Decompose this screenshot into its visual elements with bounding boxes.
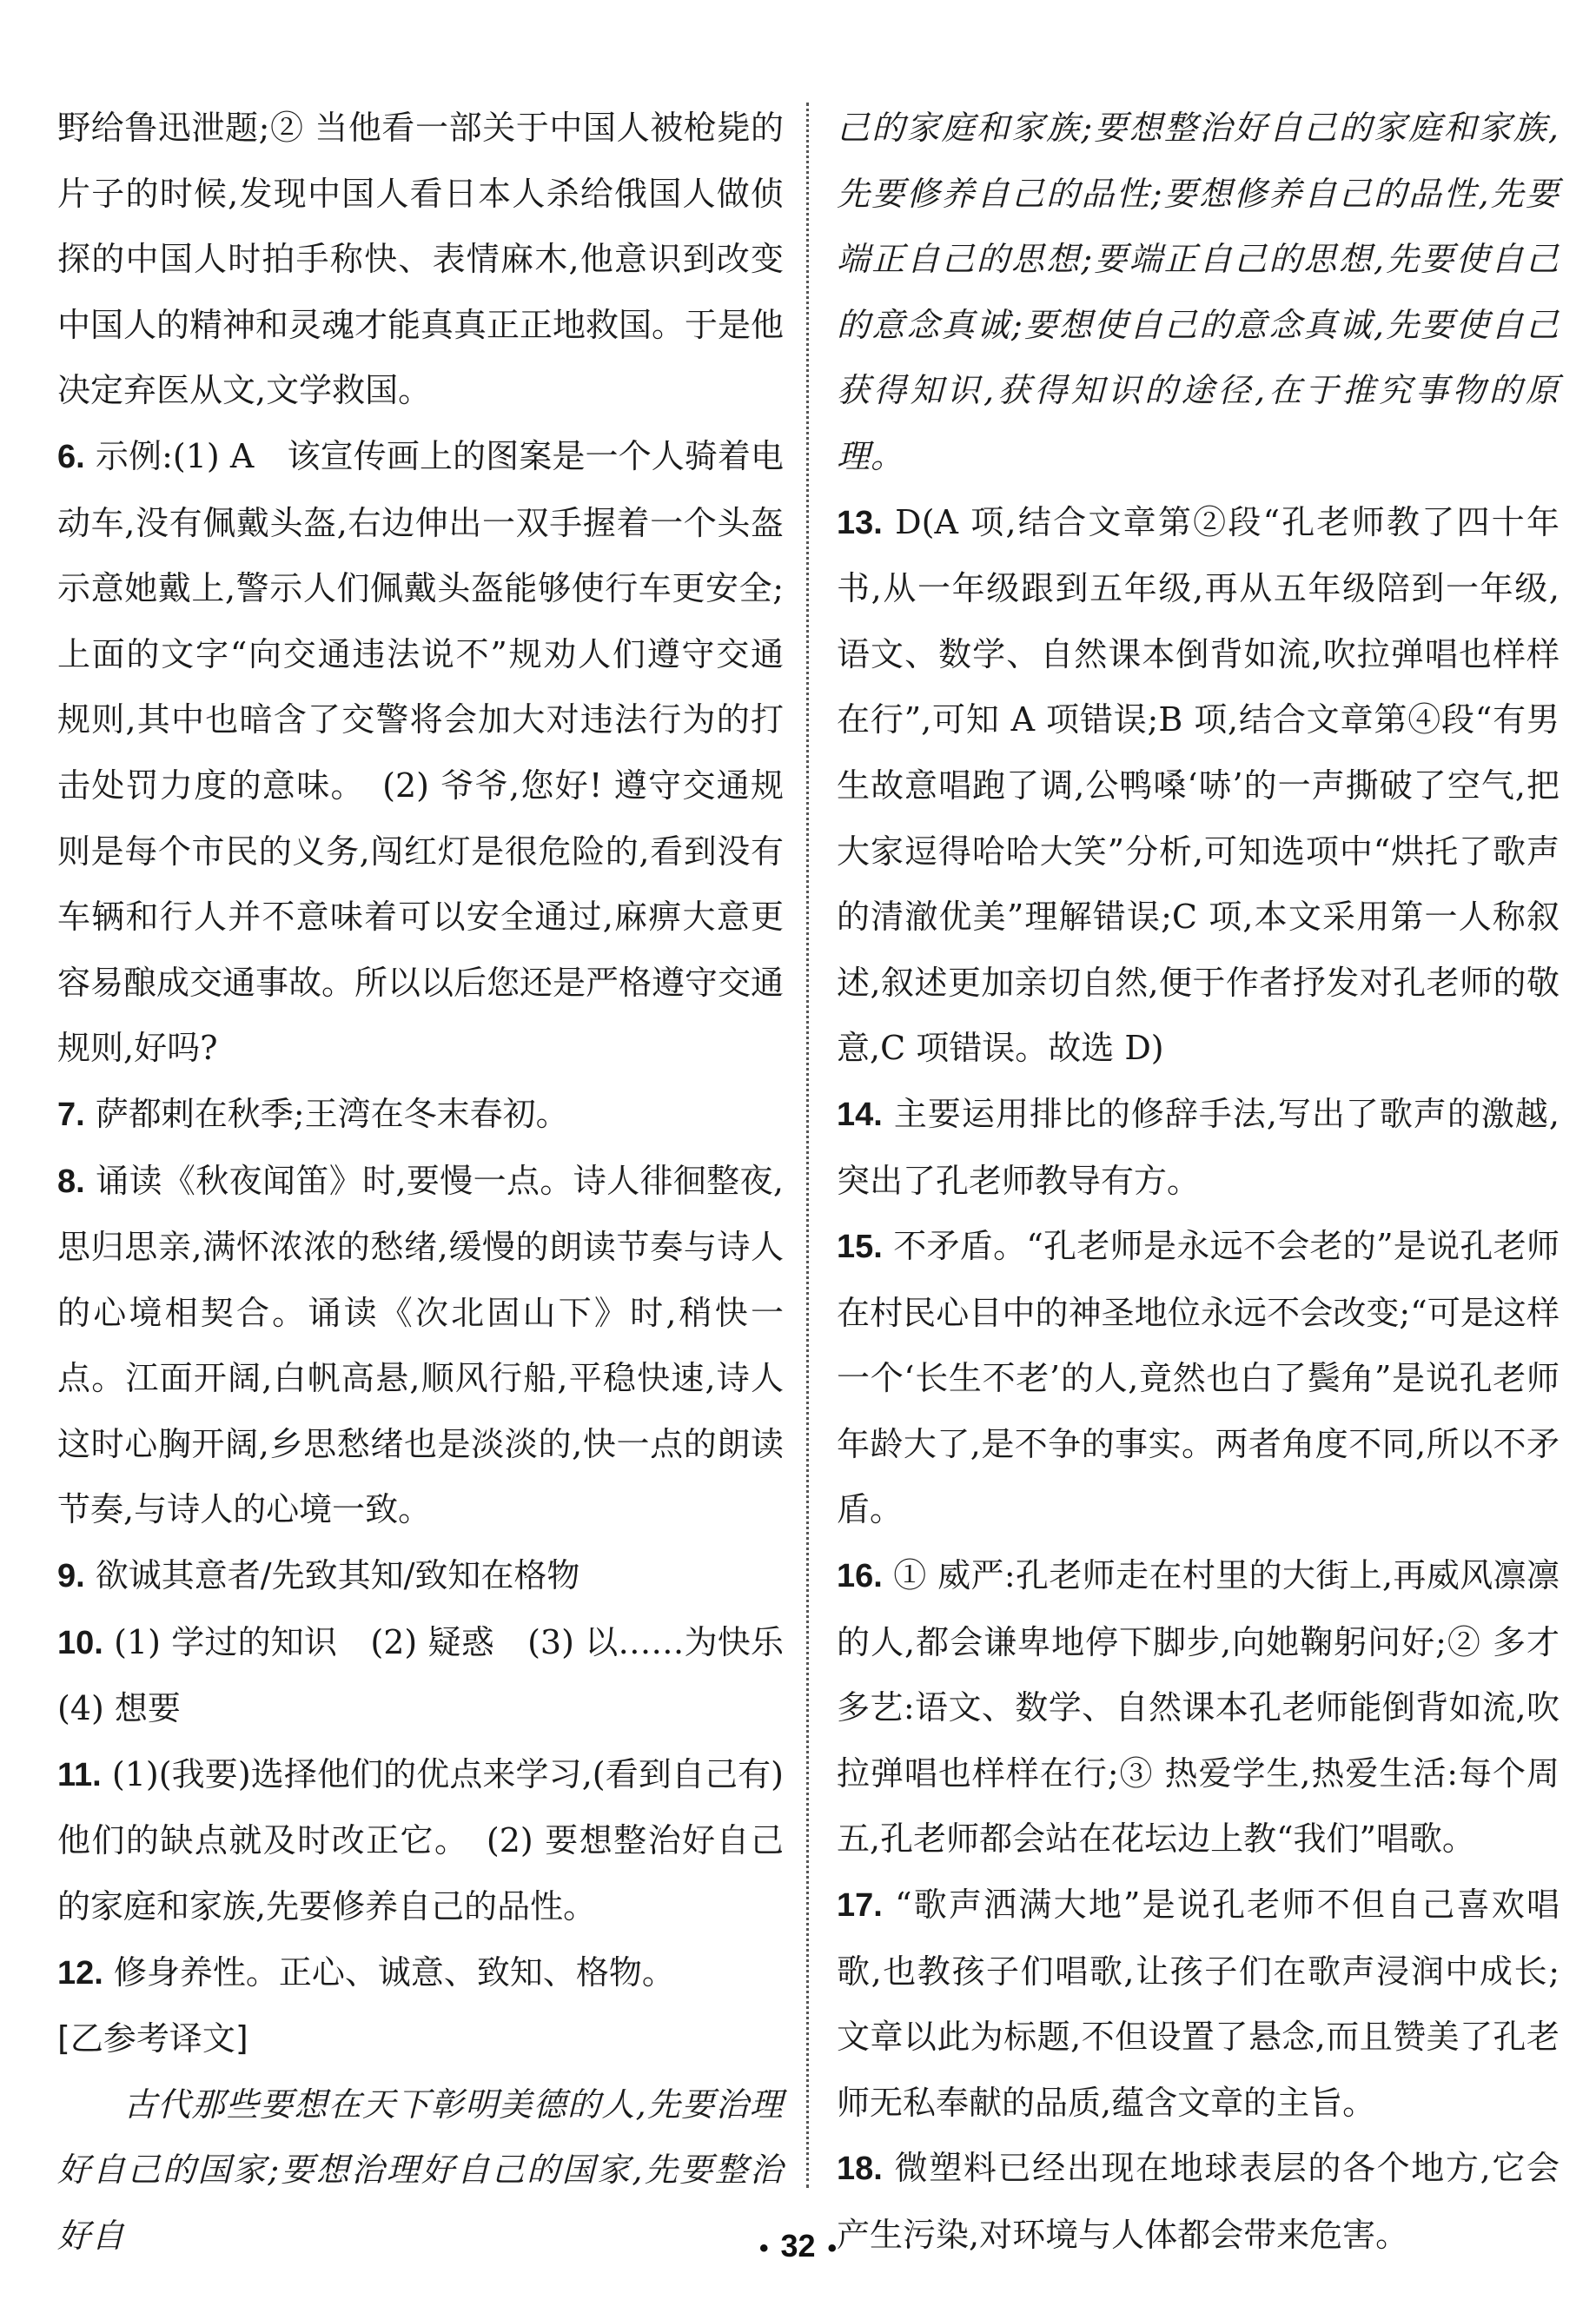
item-number: 13. (837, 504, 883, 541)
item-number: 9. (57, 1558, 85, 1595)
item-text: 微塑料已经出现在地球表层的各个地方,它会产生污染,对环境与人体都会带来危害。 (837, 2149, 1560, 2254)
answer-item-9 (57, 1543, 784, 1610)
item-number: 10. (57, 1624, 103, 1661)
item-number: 6. (57, 438, 85, 475)
item-text: 示例:(1) A 该宣传画上的图案是一个人骑着电动车,没有佩戴头盔,右边伸出一双手握着一个头盔示意她戴上,警示人们佩戴头盔能够使行车更安全;上面的文字“向交通违法说不”规劝人们遵守交通规则,其中也暗含了交警将会加大对违法行为的打击处罚力度的意味。 (2) 爷爷,您好! 遵守交通规则是每个市民的义务,闯红灯是很危险的,看到没有车辆和行人并不意味着可以安全通过,麻痹大意更容易酿成交通事故。所以以后您还是严格遵守交通规则,好吗? (57, 436, 785, 1068)
bullet-right: • (827, 2234, 838, 2263)
item-number: 17. (837, 1887, 883, 1925)
answer-item-16 (837, 1543, 1560, 1872)
right-column (837, 96, 1560, 2269)
answer-item-12 (57, 1940, 784, 2007)
item-number: 8. (57, 1163, 85, 1200)
item-number: 7. (57, 1096, 85, 1133)
answer-item-14 (837, 1082, 1560, 1214)
page-number: 32 (780, 2228, 816, 2264)
item-text: 诵读《秋夜闻笛》时,要慢一点。诗人徘徊整夜,思归思亲,满怀浓浓的愁绪,缓慢的朗读节奏与诗人的心境相契合。诵读《次北固山下》时,稍快一点。江面开阔,白帆高悬,顺风行船,平稳快速,诗人这时心胸开阔,乡思愁绪也是淡淡的,快一点的朗读节奏,与诗人的心境一致。 (57, 1161, 784, 1529)
item-text: ① 威严:孔老师走在村里的大街上,再威风凛凛的人,都会谦卑地停下脚步,向她鞠躬问好;② 多才多艺:语文、数学、自然课本孔老师能倒背如流,吹拉弹唱也样样在行;③ 热爱学生,热爱生活:每个周五,孔老师都会站在花坛边上教“我们”唱歌。 (837, 1556, 1560, 1859)
item-number: 16. (837, 1558, 883, 1595)
translation-continuation: 己的家庭和家族;要想整治好自己的家庭和家族,先要修养自己的品性;要想修养自己的品性,先要端正自己的思想;要端正自己的思想,先要使自己的意念真诚;要想使自己的意念真诚,先要使自己获得知识,获得知识的途径,在于推究事物的原理。 (837, 109, 1560, 475)
column-divider (806, 103, 809, 2188)
item-text: (1) 学过的知识 (2) 疑惑 (3) 以……为快乐 (4) 想要 (57, 1622, 817, 1728)
item-number: 15. (837, 1229, 883, 1266)
answer-item-7 (57, 1082, 784, 1149)
answer-item-17 (837, 1872, 1560, 2136)
answer-item-8 (57, 1149, 784, 1544)
bullet-left: • (758, 2234, 769, 2263)
item-number: 14. (837, 1096, 883, 1133)
item-text: 修身养性。正心、诚意、致知、格物。 (113, 1952, 675, 1992)
answer-item-11 (57, 1742, 784, 1940)
item-text: D(A 项,结合文章第②段“孔老师教了四十年书,从一年级跟到五年级,再从五年级陪到一年级,语文、数学、自然课本倒背如流,吹拉弹唱也样样在行”,可知 A 项错误;B 项,结合文章第④段“有男生故意唱跑了调,公鸭嗓‘哧’的一声撕破了空气,把大家逗得哈哈大笑”分析,可知选项中“烘托了歌声的清澈优美”理解错误;C 项,本文采用第一人称叙述,叙述更加亲切自然,便于作者抒发对孔老师的敬意,C 项错误。故选 D) (837, 502, 1560, 1068)
answer-continuation: 野给鲁迅泄题;② 当他看一部关于中国人被枪毙的片子的时候,发现中国人看日本人杀给俄国人做侦探的中国人时拍手称快、表情麻木,他意识到改变中国人的精神和灵魂才能真真正正地救国。于是他决定弃医从文,文学救国。 (57, 109, 785, 410)
item-number: 18. (837, 2151, 883, 2188)
answer-item-10 (57, 1610, 817, 1742)
translation-text: 古代那些要想在天下彰明美德的人,先要治理好自己的国家;要想治理好自己的国家,先要整治好自 (57, 2085, 784, 2255)
item-number: 11. (57, 1756, 102, 1793)
answer-item-6 (57, 424, 784, 1082)
answer-item-15 (837, 1214, 1560, 1543)
item-text: “歌声洒满大地”是说孔老师不但自己喜欢唱歌,也教孩子们唱歌,让孩子们在歌声浸润中成长;文章以此为标题,不但设置了悬念,而且赞美了孔老师无私奉献的品质,蕴含文章的主旨。 (837, 1886, 1560, 2122)
item-number: 12. (57, 1954, 103, 1992)
translation-heading: [乙参考译文] (57, 2019, 248, 2058)
item-text: (1)(我要)选择他们的优点来学习,(看到自己有)他们的缺点就及时改正它。 (2) 要想整治好自己的家庭和家族,先要修养自己的品性。 (57, 1754, 784, 1926)
page-footer (0, 2228, 1596, 2264)
item-text: 萨都剌在秋季;王湾在冬末春初。 (95, 1094, 569, 1133)
answer-item-13 (837, 490, 1560, 1082)
item-text: 不矛盾。“孔老师是永远不会老的”是说孔老师在村民心目中的神圣地位永远不会改变;“可是这样一个‘长生不老’的人,竟然也白了鬓角”是说孔老师年龄大了,是不争的事实。两者角度不同,所以不矛盾。 (837, 1227, 1560, 1529)
item-text: 主要运用排比的修辞手法,写出了歌声的激越,突出了孔老师教导有方。 (837, 1094, 1560, 1200)
item-text: 欲诚其意者/先致其知/致知在格物 (95, 1556, 580, 1595)
